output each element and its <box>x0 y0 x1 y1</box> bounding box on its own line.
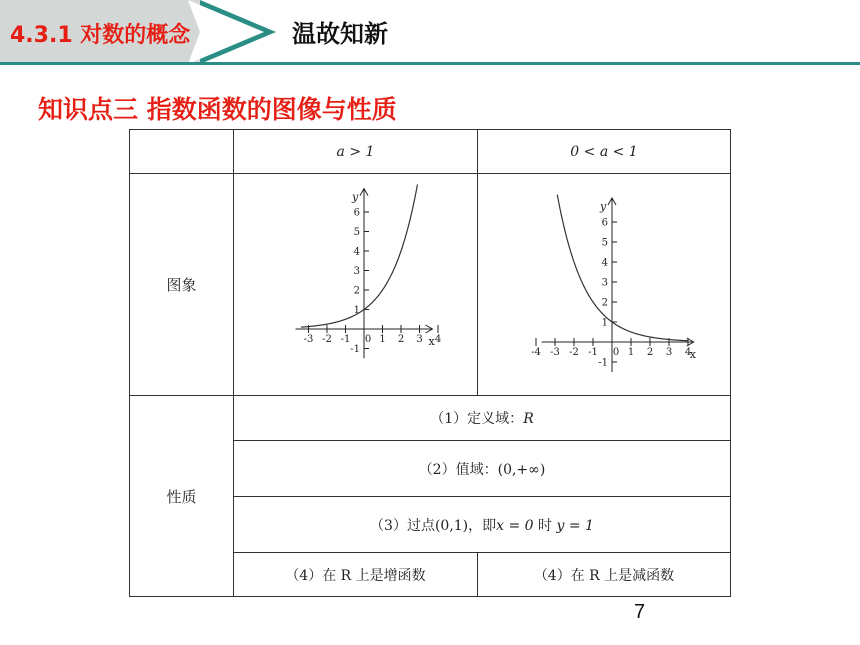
graph-row-label: 图象 <box>130 174 234 396</box>
col-header-a-gt-1: a > 1 <box>234 130 478 174</box>
x-tick-label: 3 <box>665 347 673 358</box>
x-tick-label: -2 <box>569 347 579 358</box>
slide-title: 温故知新 <box>292 20 388 48</box>
y-tick-label: 6 <box>353 207 360 219</box>
y-tick-label: 3 <box>601 277 608 289</box>
graph-cell-increasing <box>234 174 478 396</box>
prop-range-prefix: （2）值域： <box>418 461 498 478</box>
x-tick-label: 4 <box>434 334 442 345</box>
corner-cell <box>130 130 234 174</box>
section-heading: 知识点三 指数函数的图像与性质 <box>38 95 397 124</box>
exponential-curve <box>557 195 688 341</box>
x-tick-label: 3 <box>416 334 423 345</box>
y-tick-label: 2 <box>353 285 360 297</box>
x-tick-label: 2 <box>646 347 654 358</box>
prop-domain-prefix: （1）定义域： <box>430 411 524 427</box>
prop-domain <box>234 396 731 441</box>
y-tick-label: 4 <box>601 257 608 269</box>
header-divider <box>0 62 860 65</box>
prop-decreasing: （4）在 R 上是减函数 <box>478 553 731 597</box>
y-tick-label: 5 <box>601 237 608 249</box>
props-row-label: 性质 <box>130 396 234 597</box>
x-tick-label: 4 <box>684 347 692 358</box>
graph-row <box>130 174 731 396</box>
properties-table <box>129 129 731 597</box>
y-tick-label: 1 <box>601 317 608 329</box>
prop-point-middle: ，即 <box>468 517 497 534</box>
x-tick-label: -4 <box>531 347 541 358</box>
prop-range <box>234 441 731 497</box>
x-tick-label: -3 <box>303 334 314 345</box>
y-axis-label: y <box>600 200 607 213</box>
x-axis-label: x <box>689 348 696 361</box>
x-tick-label: 0 <box>612 347 620 358</box>
x-tick-label: -1 <box>340 334 351 345</box>
graph-increasing <box>234 174 477 391</box>
prop-increasing: （4）在 R 上是增函数 <box>234 553 478 597</box>
prop-row-domain <box>130 396 731 441</box>
x-tick-label: 2 <box>397 334 405 345</box>
prop-point-prefix: （3）过点 <box>370 517 435 534</box>
prop-point <box>234 497 731 553</box>
y-tick-label: 3 <box>353 266 360 277</box>
y-tick-label: 4 <box>353 246 360 258</box>
table-header-row <box>130 130 731 174</box>
col-header-a-lt-1: 0 < a < 1 <box>478 130 731 174</box>
x-tick-label: 1 <box>379 334 386 345</box>
y-tick-label: 1 <box>353 305 360 316</box>
y-axis-label: y <box>352 190 359 204</box>
page-number: 7 <box>634 601 646 623</box>
prop-point-when: 时 <box>533 517 557 534</box>
x-tick-label: -2 <box>322 334 332 345</box>
x-tick-label: -1 <box>588 347 598 358</box>
prop-domain-value: R <box>523 411 534 427</box>
section-label: 4.3.1 对数的概念 <box>10 23 191 48</box>
y-tick-label: -1 <box>598 357 608 369</box>
prop-point-value: (0,1) <box>434 517 469 534</box>
x-tick-label: 1 <box>627 347 635 358</box>
x-tick-label: -3 <box>550 347 560 358</box>
graph-cell-decreasing <box>478 174 731 396</box>
prop-range-value: (0,+∞) <box>497 461 546 478</box>
x-axis-label: x <box>428 335 435 348</box>
y-tick-label: -1 <box>350 344 360 355</box>
x-tick-label: 0 <box>364 334 372 345</box>
prop-point-eq2: y = 1 <box>556 517 594 534</box>
y-tick-label: 5 <box>353 227 360 238</box>
graph-decreasing <box>478 174 730 391</box>
y-tick-label: 2 <box>601 297 608 309</box>
y-tick-label: 6 <box>601 217 608 229</box>
prop-point-eq1: x = 0 <box>496 517 534 534</box>
